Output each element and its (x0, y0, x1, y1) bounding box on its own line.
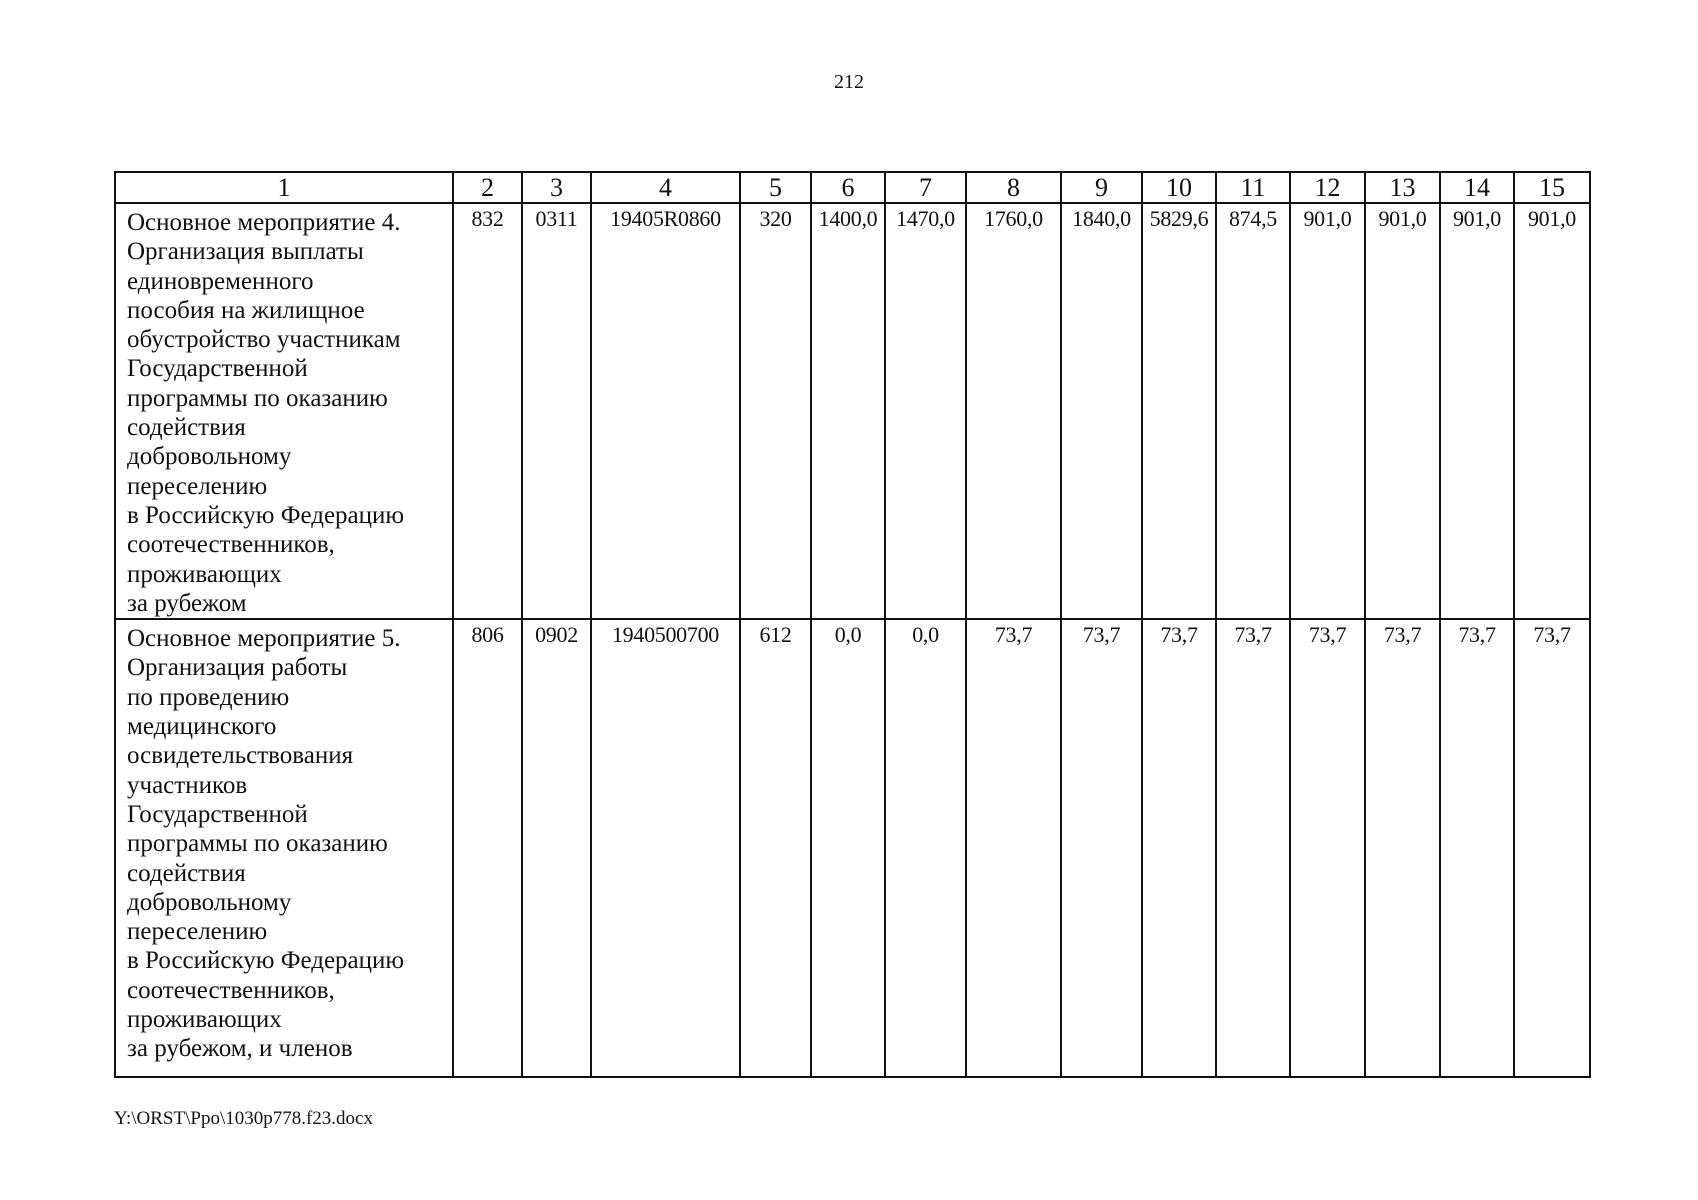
column-header-7: 7 (885, 172, 966, 203)
table-cell: 73,7 (1365, 619, 1440, 1077)
table-cell: 901,0 (1290, 203, 1365, 619)
header-row (115, 172, 1590, 203)
column-header-10: 10 (1142, 172, 1216, 203)
table-cell: 73,7 (1142, 619, 1216, 1077)
table-cell: 806 (453, 619, 522, 1077)
column-header-6: 6 (811, 172, 885, 203)
table-cell: 0,0 (811, 619, 885, 1077)
table-row (115, 203, 1590, 619)
column-header-1: 1 (115, 172, 453, 203)
table-cell: 73,7 (1440, 619, 1514, 1077)
table-cell: 0902 (522, 619, 591, 1077)
column-header-8: 8 (966, 172, 1061, 203)
table-cell: 73,7 (966, 619, 1061, 1077)
table-cell: 0311 (522, 203, 591, 619)
column-header-11: 11 (1216, 172, 1290, 203)
page-number: 212 (834, 71, 864, 93)
table-cell: 1400,0 (811, 203, 885, 619)
table-cell: 19405R0860 (591, 203, 740, 619)
table-cell: 73,7 (1514, 619, 1590, 1077)
document-file-path: Y:\ORST\Ppo\1030p778.f23.docx (114, 1108, 373, 1129)
column-header-3: 3 (522, 172, 591, 203)
column-header-4: 4 (591, 172, 740, 203)
table-cell: 1840,0 (1061, 203, 1142, 619)
table-cell: 901,0 (1514, 203, 1590, 619)
column-header-9: 9 (1061, 172, 1142, 203)
budget-table (114, 171, 1591, 1078)
column-header-12: 12 (1290, 172, 1365, 203)
table-row (115, 619, 1590, 1077)
table-cell: 1760,0 (966, 203, 1061, 619)
table-cell: 901,0 (1440, 203, 1514, 619)
table-cell: 874,5 (1216, 203, 1290, 619)
table-cell: 1470,0 (885, 203, 966, 619)
table-cell: 1940500700 (591, 619, 740, 1077)
column-header-5: 5 (740, 172, 811, 203)
table-cell: 0,0 (885, 619, 966, 1077)
table-cell: 832 (453, 203, 522, 619)
column-header-15: 15 (1514, 172, 1590, 203)
table-cell: 901,0 (1365, 203, 1440, 619)
table-cell: 612 (740, 619, 811, 1077)
table-cell: 73,7 (1061, 619, 1142, 1077)
column-header-14: 14 (1440, 172, 1514, 203)
column-header-13: 13 (1365, 172, 1440, 203)
table-cell: 73,7 (1216, 619, 1290, 1077)
table-cell: 320 (740, 203, 811, 619)
activity-name-cell: Основное мероприятие 4. Организация выплаты единовременного пособия на жилищное обустройство участникам Государственной программы по оказанию содействия добровольному переселению в Российскую Федерацию соотечественников, проживающих за рубежом (115, 203, 453, 619)
activity-name-cell: Основное мероприятие 5. Организация работы по проведению медицинского освидетельствования участников Государственной программы по оказанию содействия добровольному переселению в Российскую Федерацию соотечественников, проживающих за рубежом, и членов (115, 619, 453, 1077)
table-cell: 5829,6 (1142, 203, 1216, 619)
table-cell: 73,7 (1290, 619, 1365, 1077)
column-header-2: 2 (453, 172, 522, 203)
